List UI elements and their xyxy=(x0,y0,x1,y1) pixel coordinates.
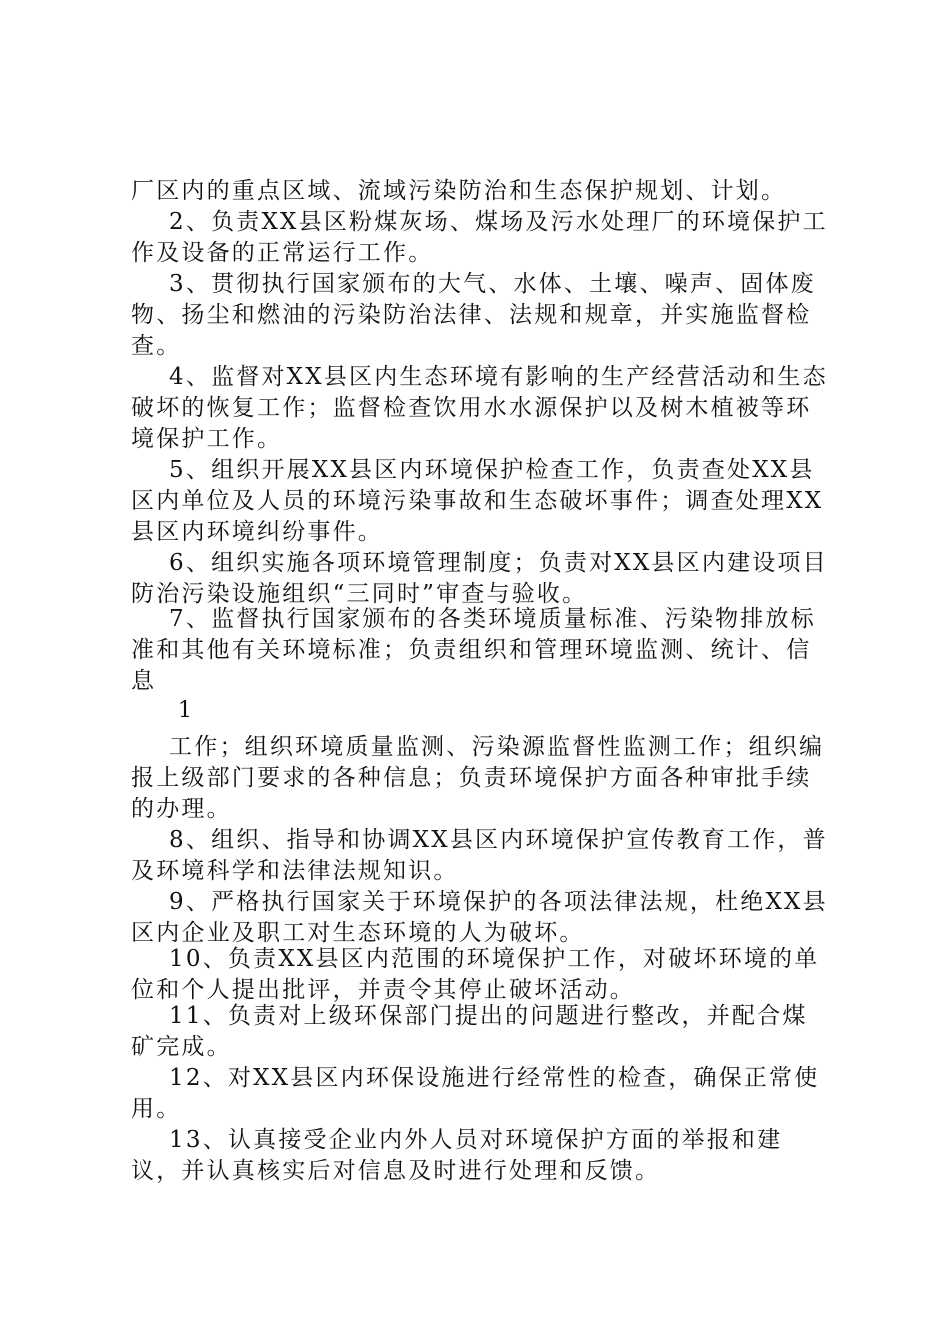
paragraph-item-9: 9、严格执行国家关于环境保护的各项法律法规，杜绝XX县区内企业及职工对生态环境的人为破坏。 xyxy=(131,889,828,946)
paragraph-item-6: 6、组织实施各项环境管理制度；负责对XX县区内建设项目防治污染设施组织“三同时”审查与验收。 xyxy=(131,550,828,607)
paragraph-item-11: 11、负责对上级环保部门提出的问题进行整改，并配合煤矿完成。 xyxy=(131,1003,808,1060)
paragraph-item-10: 10、负责XX县区内范围的环境保护工作，对破坏环境的单位和个人提出批评，并责令其停止破坏活动。 xyxy=(131,946,820,1003)
paragraph-item-7-continued: 工作；组织环境质量监测、污染源监督性监测工作；组织编报上级部门要求的各种信息；负责环境保护方面各种审批手续的办理。 xyxy=(131,734,825,822)
paragraph-item-4: 4、监督对XX县区内生态环境有影响的生产经营活动和生态破坏的恢复工作；监督检查饮用水水源保护以及树木植被等环境保护工作。 xyxy=(131,364,828,452)
paragraph-item-3: 3、贯彻执行国家颁布的大气、水体、土壤、噪声、固体废物、扬尘和燃油的污染防治法律、法规和规章，并实施监督检查。 xyxy=(131,271,816,359)
page-number: 1 xyxy=(178,698,192,723)
paragraph-intro: 厂区内的重点区域、流域污染防治和生态保护规划、计划。 xyxy=(131,178,787,204)
paragraph-item-2: 2、负责XX县区粉煤灰场、煤场及污水处理厂的环境保护工作及设备的正常运行工作。 xyxy=(131,209,828,266)
paragraph-item-13: 13、认真接受企业内外人员对环境保护方面的举报和建议，并认真核实后对信息及时进行处理和反馈。 xyxy=(131,1127,783,1184)
paragraph-item-5: 5、组织开展XX县区内环境保护检查工作，负责查处XX县区内单位及人员的环境污染事故和生态破坏事件；调查处理XX县区内环境纠纷事件。 xyxy=(131,457,824,545)
paragraph-item-7: 7、监督执行国家颁布的各类环境质量标准、污染物排放标准和其他有关环境标准；负责组织和管理环境监测、统计、信息 xyxy=(131,606,816,694)
paragraph-item-8: 8、组织、指导和协调XX县区内环境保护宣传教育工作，普及环境科学和法律法规知识。 xyxy=(131,827,828,884)
paragraph-item-12: 12、对XX县区内环保设施进行经常性的检查，确保正常使用。 xyxy=(131,1065,820,1122)
